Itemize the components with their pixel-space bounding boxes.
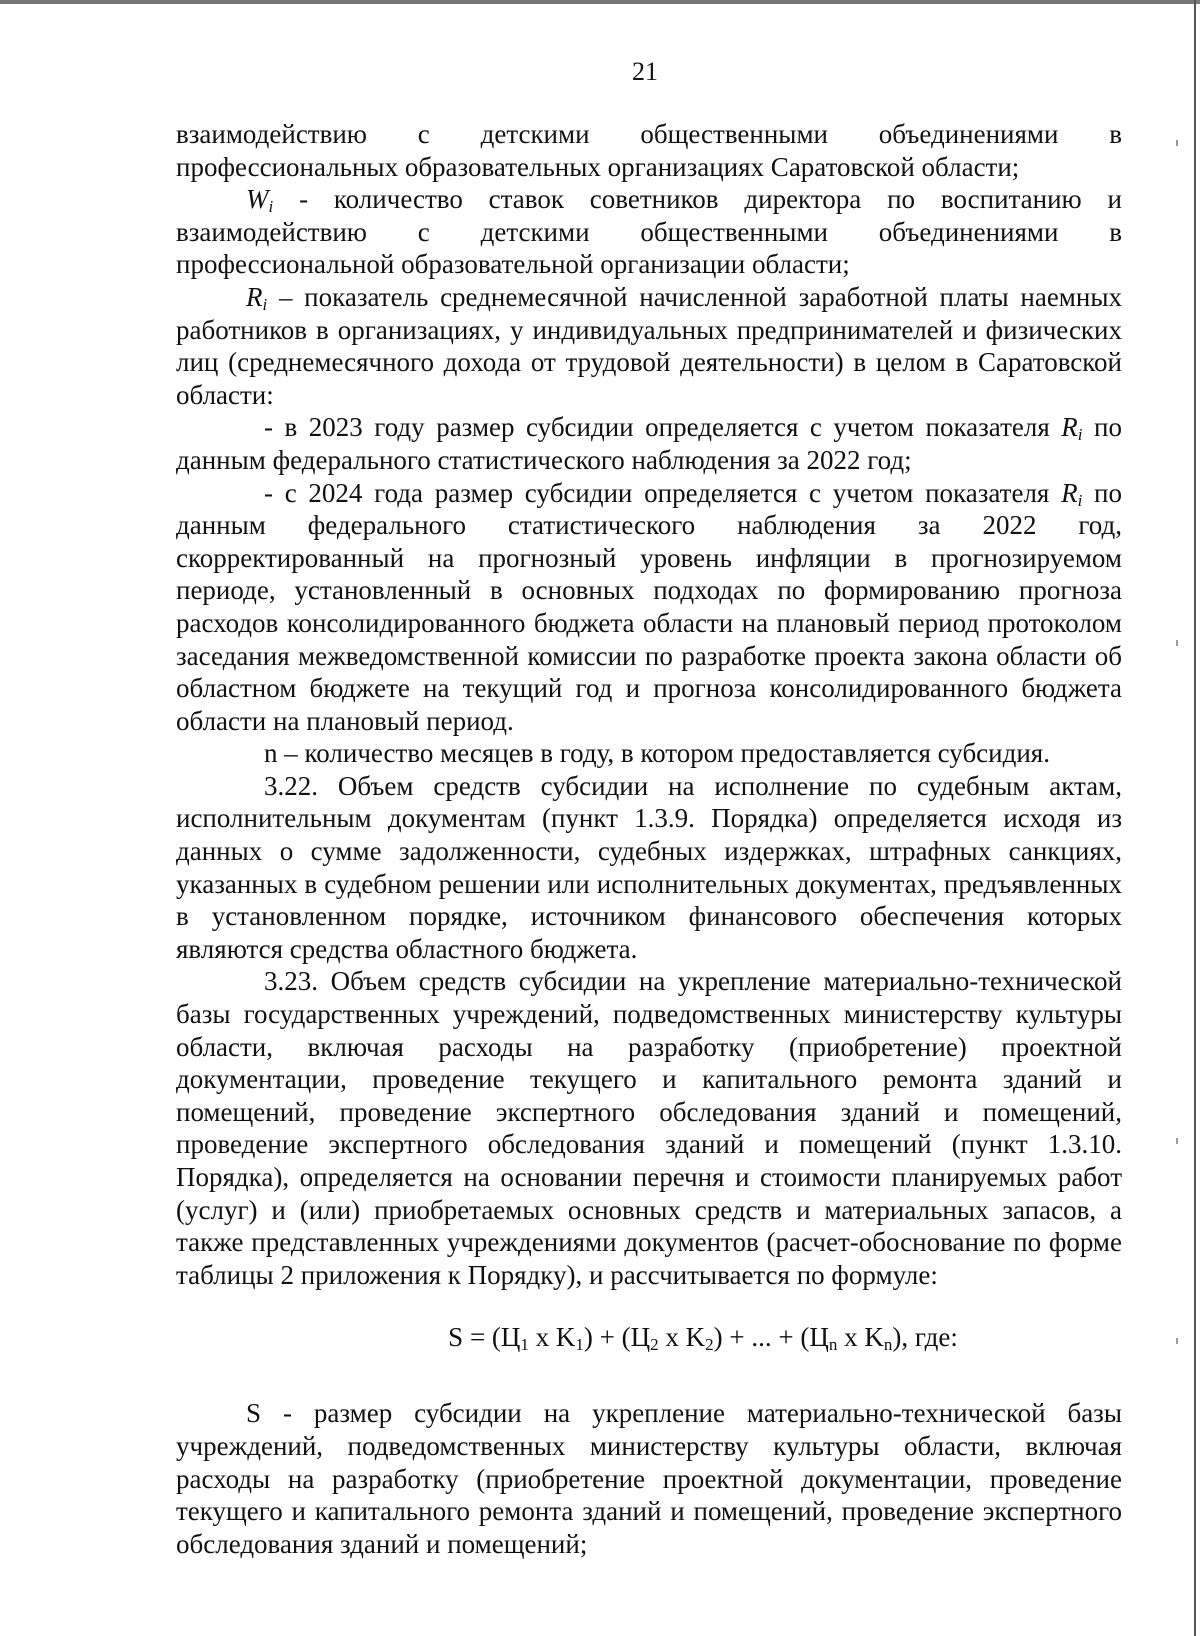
paragraph-2023 — [176, 411, 1122, 476]
formula: $S = (Ц_1$ x $K_1) + (Ц_2$ x $K_2$) + ... + ($Ц_n$ x $K_n$), где: — [448, 1322, 958, 1355]
paragraph-n-definition — [176, 737, 1122, 770]
scan-speck — [1176, 1138, 1178, 1144]
variable-r: $R_i$ — [1061, 477, 1083, 510]
scan-speck — [1176, 640, 1178, 646]
paragraph-text: - количество ставок советников директора по воспитанию и взаимодействию с детскими общественными объединениями в профессиональной образовательной организации области; — [176, 184, 1122, 280]
scan-border-top — [0, 0, 1200, 4]
paragraph-text: n – количество месяцев в году, в котором предоставляется субсидия. — [264, 738, 1050, 769]
paragraph-text: по данным федерального статистического наблюдения за 2022 год; — [176, 412, 1122, 475]
variable-w: $W_i$ — [246, 184, 274, 217]
paragraph-w-definition — [176, 183, 1122, 281]
paragraph-3-23 — [176, 965, 1122, 1291]
paragraph-text: - с 2024 года размер субсидии определяется с учетом показателя — [264, 477, 1062, 508]
paragraph-text: 3.22. Объем средств субсидии на исполнение по судебным актам, исполнительным документам (пункт 1.3.9. Порядка) определяется исходя из данных о сумме задолженности, судебных издержках, штрафных санкциях, указанных в судебном решении или исполнительных документах, предъявленных в установленном порядке, источником финансового обеспечения которых являются средства областного бюджета. — [176, 770, 1122, 964]
paragraph-text: взаимодействию с детскими общественными объединениями в профессиональных образовательных организациях Саратовской области; — [176, 119, 1122, 182]
paragraph-s-definition — [176, 1397, 1122, 1560]
page-number: 21 — [632, 57, 658, 86]
paragraph-text: 3.23. Объем средств субсидии на укрепление материально-технической базы государственных учреждений, подведомственных министерству культуры области, включая расходы на разработку (приобретение) проектной документации, проведение текущего и капитального ремонта зданий и помещений, проведение экспертного обследования зданий и помещений, проведение экспертного обследования зданий и помещений (пункт 1.3.10. Порядка), определяется на основании перечня и стоимости планируемых работ (услуг) и (или) приобретаемых основных средств и материальных запасов, а также представленных учреждениями документов (расчет-обоснование по форме таблицы 2 приложения к Порядку), и рассчитывается по формуле: — [176, 966, 1122, 1290]
variable-r: $R_i$ — [1061, 412, 1083, 445]
variable-r: $R_i$ — [246, 281, 268, 314]
document-body — [176, 118, 1122, 1560]
paragraph-text: – показатель среднемесячной начисленной заработной платы наемных работников в организациях, у индивидуальных предпринимателей и физических лиц (среднемесячного дохода от трудовой деятельности) в целом в Саратовской области: — [176, 281, 1122, 410]
scan-border-right — [1194, 0, 1196, 1636]
paragraph-text: - в 2023 году размер субсидии определяется с учетом показателя — [264, 412, 1062, 443]
scan-speck — [1176, 140, 1178, 146]
paragraph-text: S - размер субсидии на укрепление материально-технической базы учреждений, подведомственных министерству культуры области, включая расходы на разработку (приобретение проектной документации, проведение текущего и капитального ремонта зданий и помещений, проведение экспертного обследования зданий и помещений; — [176, 1398, 1122, 1559]
paragraph-continuation — [176, 118, 1122, 183]
paragraph-r-definition — [176, 281, 1122, 411]
paragraph-2024 — [176, 477, 1122, 738]
paragraph-3-22 — [176, 770, 1122, 966]
paragraph-text: по данным федерального статистического наблюдения за 2022 год, скорректированный на прогнозный уровень инфляции в прогнозируемом периоде, установленный в основных подходах по формированию прогноза расходов консолидированного бюджета области на плановый период протоколом заседания межведомственной комиссии по разработке проекта закона области об областном бюджете на текущий год и прогноза консолидированного бюджета области на плановый период. — [176, 477, 1122, 736]
scan-speck — [1176, 1338, 1178, 1344]
